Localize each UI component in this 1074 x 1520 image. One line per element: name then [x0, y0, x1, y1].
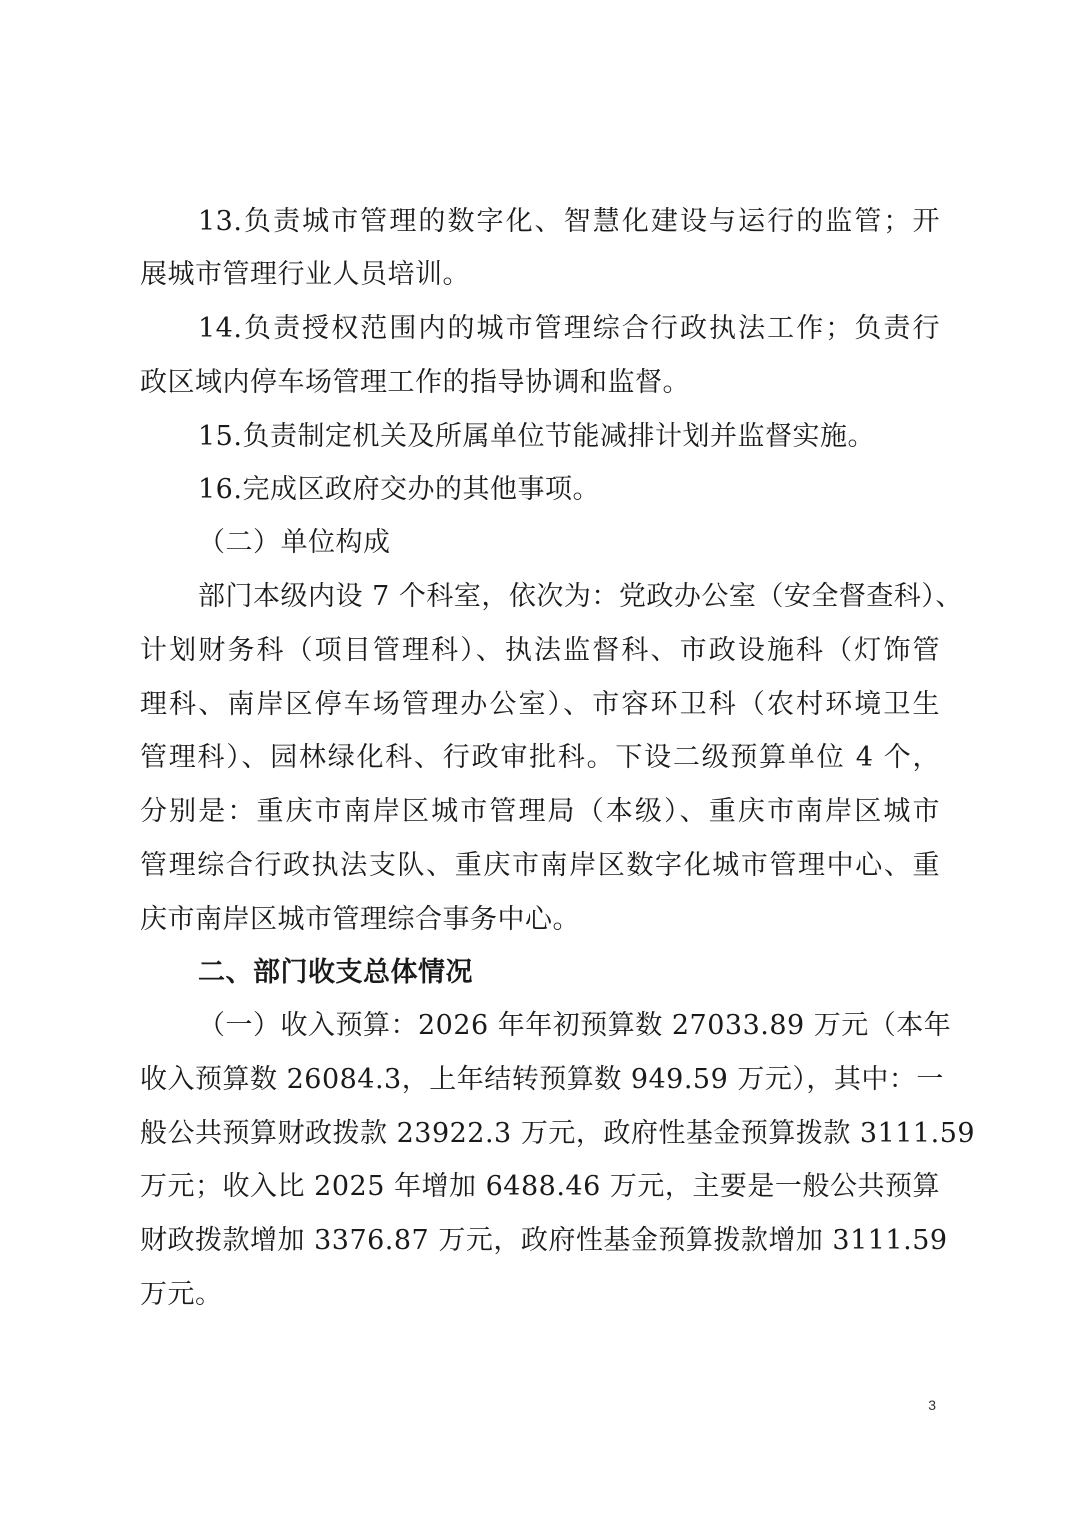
paragraph-item-13-line-1: 13.负责城市管理的数字化、智慧化建设与运行的监管；开: [198, 206, 940, 237]
paragraph-revenue-line-2: 收入预算数 26084.3，上年结转预算数 949.59 万元），其中：一: [140, 1064, 944, 1095]
paragraph-units-line-2: 计划财务科（项目管理科）、执法监督科、市政设施科（灯饰管: [140, 635, 940, 666]
paragraph-revenue-line-4: 万元；收入比 2025 年增加 6488.46 万元，主要是一般公共预算: [140, 1171, 940, 1202]
paragraph-units-line-5: 分别是：重庆市南岸区城市管理局（本级）、重庆市南岸区城市: [140, 796, 940, 827]
paragraph-item-16: 16.完成区政府交办的其他事项。: [198, 474, 600, 505]
section-heading-revenue-expenditure: 二、部门收支总体情况: [198, 957, 473, 988]
paragraph-item-15: 15.负责制定机关及所属单位节能减排计划并监督实施。: [198, 421, 875, 452]
section-heading-unit-composition: （二）单位构成: [198, 527, 391, 558]
paragraph-item-14-line-2: 政区域内停车场管理工作的指导协调和监督。: [140, 367, 690, 398]
paragraph-revenue-line-3: 般公共预算财政拨款 23922.3 万元，政府性基金预算拨款 3111.59: [140, 1118, 976, 1149]
paragraph-units-line-1: 部门本级内设 7 个科室，依次为：党政办公室（安全督查科）、: [198, 581, 963, 612]
paragraph-units-line-6: 管理综合行政执法支队、重庆市南岸区数字化城市管理中心、重: [140, 850, 940, 881]
paragraph-revenue-line-5: 财政拨款增加 3376.87 万元，政府性基金预算拨款增加 3111.59: [140, 1225, 948, 1256]
paragraph-revenue-line-6: 万元。: [140, 1279, 223, 1310]
paragraph-item-13-line-2: 展城市管理行业人员培训。: [140, 259, 470, 290]
paragraph-units-line-3: 理科、南岸区停车场管理办公室）、市容环卫科（农村环境卫生: [140, 689, 940, 720]
paragraph-units-line-7: 庆市南岸区城市管理综合事务中心。: [140, 904, 580, 935]
paragraph-units-line-4: 管理科）、园林绿化科、行政审批科。下设二级预算单位 4 个，: [140, 742, 940, 773]
page-number: 3: [928, 1397, 936, 1413]
paragraph-item-14-line-1: 14.负责授权范围内的城市管理综合行政执法工作；负责行: [198, 313, 940, 344]
paragraph-revenue-line-1: （一）收入预算：2026 年年初预算数 27033.89 万元（本年: [198, 1010, 952, 1041]
